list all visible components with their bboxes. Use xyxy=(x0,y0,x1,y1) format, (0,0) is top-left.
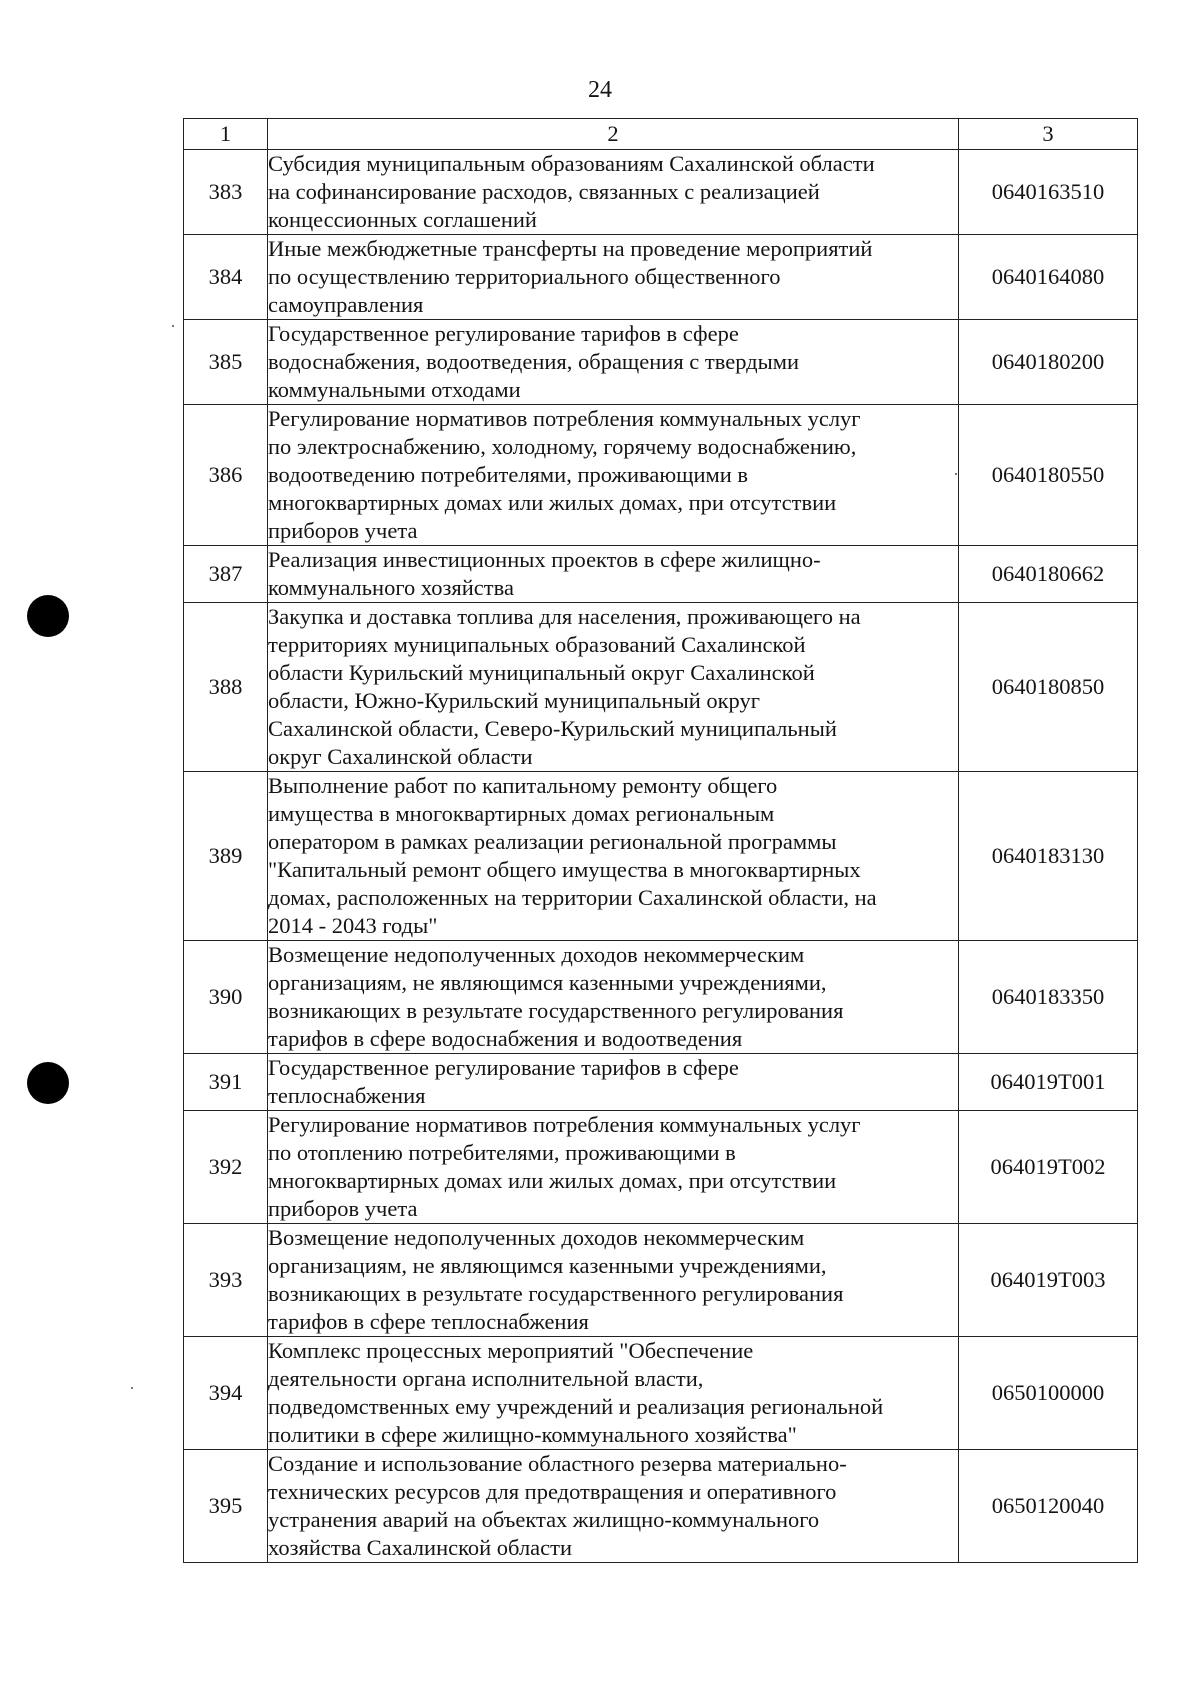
row-description xyxy=(268,941,959,1054)
description-line: Регулирование нормативов потребления коммунальных услуг xyxy=(268,1112,861,1137)
row-description xyxy=(268,1224,959,1337)
row-number: 383 xyxy=(184,150,268,235)
description-line: хозяйства Сахалинской области xyxy=(268,1535,573,1560)
description-line: по электроснабжению, холодному, горячему водоснабжению, xyxy=(268,434,857,459)
row-number: 393 xyxy=(184,1224,268,1337)
description-line: деятельности органа исполнительной власти, xyxy=(268,1366,704,1391)
description-line: тарифов в сфере теплоснабжения xyxy=(268,1309,589,1334)
description-line: водоотведению потребителями, проживающими в xyxy=(268,462,749,487)
description-line: тарифов в сфере водоснабжения и водоотведения xyxy=(268,1026,743,1051)
table-row xyxy=(184,1224,1138,1337)
description-line: организациям, не являющимся казенными учреждениями, xyxy=(268,1253,827,1278)
table-row xyxy=(184,320,1138,405)
row-description xyxy=(268,1450,959,1563)
table-row xyxy=(184,150,1138,235)
row-code: 0640180550 xyxy=(959,405,1138,546)
scan-speck xyxy=(131,1387,133,1389)
row-number: 385 xyxy=(184,320,268,405)
description-line: Выполнение работ по капитальному ремонту общего xyxy=(268,773,778,798)
description-line: технических ресурсов для предотвращения и оперативного xyxy=(268,1479,837,1504)
row-code: 0640183130 xyxy=(959,772,1138,941)
table-row xyxy=(184,1054,1138,1111)
description-line: политики в сфере жилищно-коммунального хозяйства" xyxy=(268,1422,797,1447)
description-line: домах, расположенных на территории Сахалинской области, на xyxy=(268,885,877,910)
table-row xyxy=(184,772,1138,941)
description-line: возникающих в результате государственного регулирования xyxy=(268,998,844,1023)
row-number: 392 xyxy=(184,1111,268,1224)
description-line: Закупка и доставка топлива для населения, проживающего на xyxy=(268,604,861,629)
row-code: 064019Т003 xyxy=(959,1224,1138,1337)
row-code: 0650120040 xyxy=(959,1450,1138,1563)
description-line: области, Южно-Курильский муниципальный округ xyxy=(268,688,760,713)
description-line: самоуправления xyxy=(268,292,424,317)
row-number: 384 xyxy=(184,235,268,320)
header-row xyxy=(184,119,1138,150)
description-line: Регулирование нормативов потребления коммунальных услуг xyxy=(268,406,861,431)
description-line: водоснабжения, водоотведения, обращения с твердыми xyxy=(268,349,800,374)
description-line: теплоснабжения xyxy=(268,1083,426,1108)
description-line: территориях муниципальных образований Сахалинской xyxy=(268,632,806,657)
row-description xyxy=(268,772,959,941)
row-number: 387 xyxy=(184,546,268,603)
column-header-description: 2 xyxy=(268,119,959,150)
row-number: 391 xyxy=(184,1054,268,1111)
description-line: Государственное регулирование тарифов в сфере xyxy=(268,321,739,346)
description-line: возникающих в результате государственного регулирования xyxy=(268,1281,844,1306)
description-line: Реализация инвестиционных проектов в сфере жилищно- xyxy=(268,547,821,572)
row-code: 0640164080 xyxy=(959,235,1138,320)
row-number: 390 xyxy=(184,941,268,1054)
page-number: 24 xyxy=(588,77,612,103)
row-code: 064019Т001 xyxy=(959,1054,1138,1111)
row-code: 0640163510 xyxy=(959,150,1138,235)
table-row xyxy=(184,405,1138,546)
table-row xyxy=(184,546,1138,603)
row-number: 389 xyxy=(184,772,268,941)
description-line: приборов учета xyxy=(268,518,418,543)
description-line: Возмещение недополученных доходов некоммерческим xyxy=(268,942,805,967)
column-header-number: 1 xyxy=(184,119,268,150)
description-line: по осуществлению территориального общественного xyxy=(268,264,781,289)
row-description xyxy=(268,320,959,405)
row-number: 395 xyxy=(184,1450,268,1563)
scan-speck xyxy=(172,325,174,327)
description-line: коммунального хозяйства xyxy=(268,575,514,600)
row-code: 0650100000 xyxy=(959,1337,1138,1450)
registry-table xyxy=(183,118,1138,1563)
description-line: многоквартирных домах или жилых домах, при отсутствии xyxy=(268,490,837,515)
description-line: организациям, не являющимся казенными учреждениями, xyxy=(268,970,827,995)
description-line: "Капитальный ремонт общего имущества в многоквартирных xyxy=(268,857,861,882)
row-code: 0640183350 xyxy=(959,941,1138,1054)
table-body xyxy=(184,150,1138,1563)
table-row xyxy=(184,941,1138,1054)
description-line: Сахалинской области, Северо-Курильский муниципальный xyxy=(268,716,837,741)
row-number: 386 xyxy=(184,405,268,546)
description-line: концессионных соглашений xyxy=(268,207,537,232)
row-code: 064019Т002 xyxy=(959,1111,1138,1224)
table-row xyxy=(184,1337,1138,1450)
description-line: подведомственных ему учреждений и реализация региональной xyxy=(268,1394,884,1419)
row-description xyxy=(268,546,959,603)
description-line: оператором в рамках реализации региональной программы xyxy=(268,829,837,854)
row-description xyxy=(268,1337,959,1450)
description-line: области Курильский муниципальный округ Сахалинской xyxy=(268,660,815,685)
description-line: имущества в многоквартирных домах региональным xyxy=(268,801,775,826)
row-description xyxy=(268,235,959,320)
row-code: 0640180662 xyxy=(959,546,1138,603)
row-number: 388 xyxy=(184,603,268,772)
description-line: многоквартирных домах или жилых домах, при отсутствии xyxy=(268,1168,837,1193)
description-line: коммунальными отходами xyxy=(268,377,521,402)
description-line: Государственное регулирование тарифов в сфере xyxy=(268,1055,739,1080)
description-line: Комплекс процессных мероприятий "Обеспечение xyxy=(268,1338,754,1363)
row-description xyxy=(268,1111,959,1224)
description-line: по отоплению потребителями, проживающими в xyxy=(268,1140,736,1165)
row-description xyxy=(268,1054,959,1111)
row-number: 394 xyxy=(184,1337,268,1450)
description-line: устранения аварий на объектах жилищно-коммунального xyxy=(268,1507,820,1532)
description-line: Возмещение недополученных доходов некоммерческим xyxy=(268,1225,805,1250)
description-line: на софинансирование расходов, связанных с реализацией xyxy=(268,179,820,204)
table-row xyxy=(184,1450,1138,1563)
row-description xyxy=(268,150,959,235)
table-row xyxy=(184,235,1138,320)
description-line: 2014 - 2043 годы" xyxy=(268,913,438,938)
punch-hole-upper xyxy=(27,595,69,637)
description-line: Иные межбюджетные трансферты на проведение мероприятий xyxy=(268,236,873,261)
description-line: приборов учета xyxy=(268,1196,418,1221)
punch-hole-lower xyxy=(27,1062,69,1104)
table-row xyxy=(184,603,1138,772)
row-code: 0640180200 xyxy=(959,320,1138,405)
row-description xyxy=(268,603,959,772)
description-line: Создание и использование областного резерва материально- xyxy=(268,1451,847,1476)
description-line: Субсидия муниципальным образованиям Сахалинской области xyxy=(268,151,875,176)
description-line: округ Сахалинской области xyxy=(268,744,533,769)
row-description xyxy=(268,405,959,546)
row-code: 0640180850 xyxy=(959,603,1138,772)
column-header-code: 3 xyxy=(959,119,1138,150)
table-row xyxy=(184,1111,1138,1224)
